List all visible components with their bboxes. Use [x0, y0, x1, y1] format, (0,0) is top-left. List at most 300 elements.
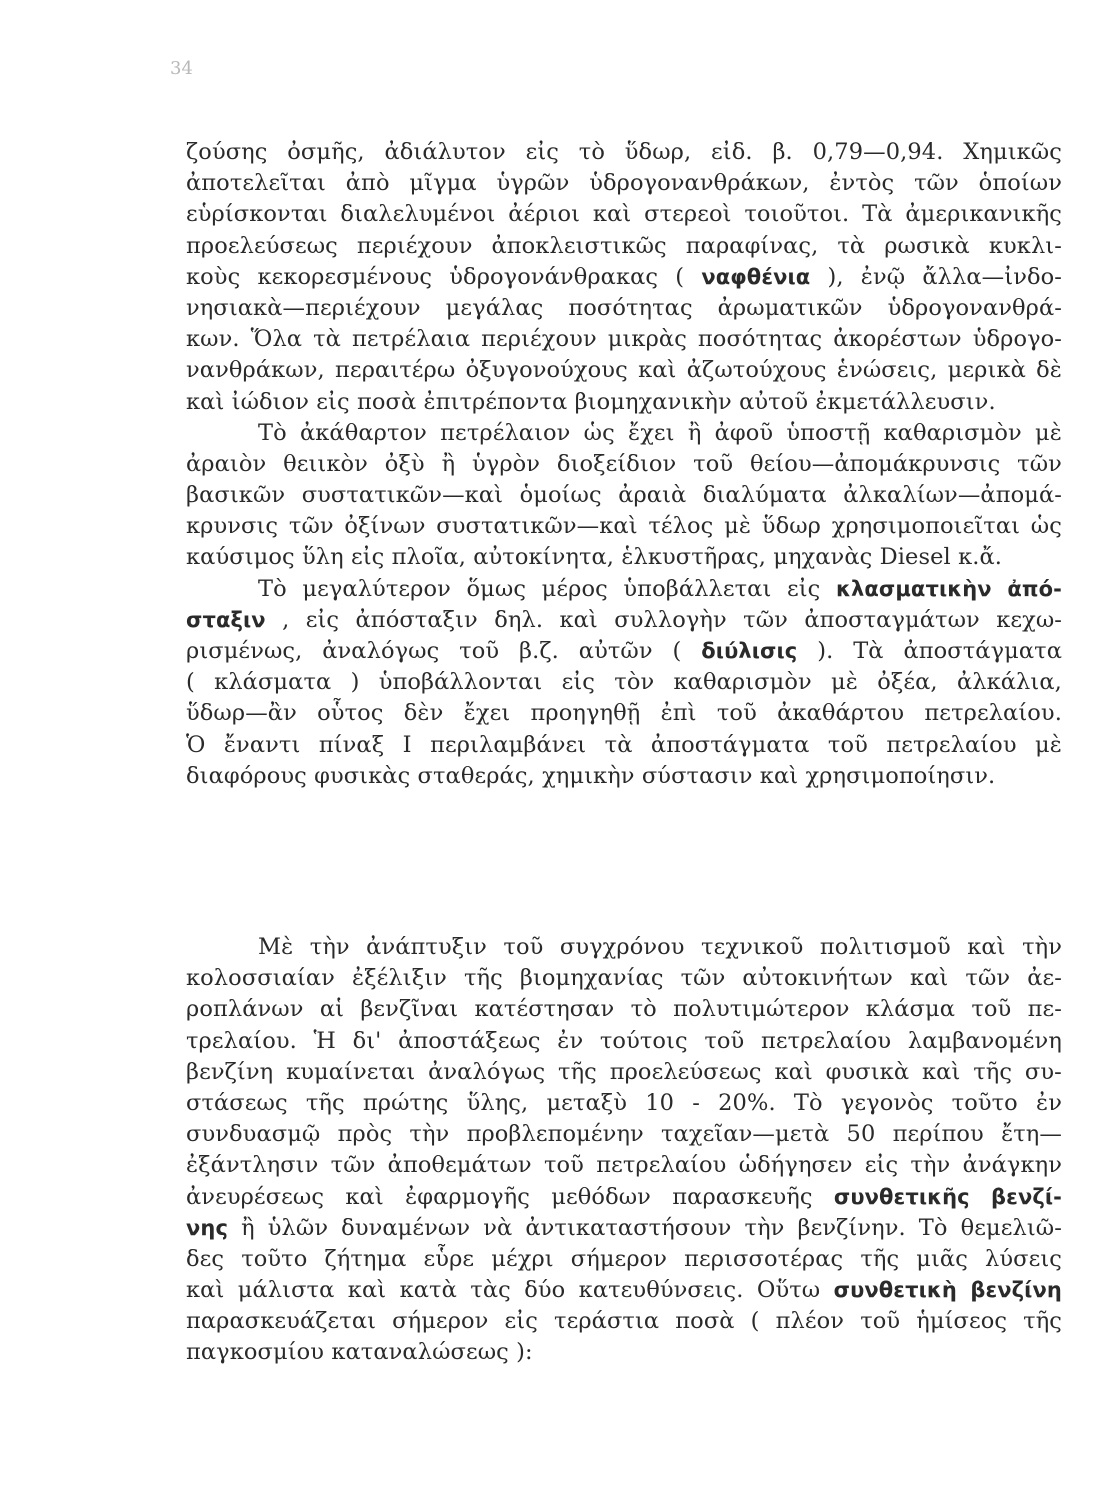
word: συνδυασμῷ [186, 1121, 321, 1148]
word: τοῦτο [241, 1245, 308, 1272]
word: εὗρε [423, 1245, 475, 1272]
word: χρησιμοποιεῖται [831, 513, 1021, 540]
word: Τὸ [258, 575, 287, 602]
word: προελεύσεως [609, 1058, 762, 1085]
word: εἰς [864, 1152, 899, 1179]
word: τέλος [648, 513, 714, 540]
word: πλέον [775, 1308, 845, 1335]
word: ταχεῖαν—μετὰ [661, 1121, 830, 1148]
word: διαφόρους [186, 762, 307, 789]
word: ἀποστάξεως [398, 1027, 541, 1054]
text-line [186, 636, 1062, 667]
word: ὑποβάλλεται [623, 575, 772, 602]
word: πετρέλαιον [440, 419, 571, 446]
word: ὑδρογο- [972, 326, 1062, 353]
word: ὑλῶν [267, 1214, 329, 1241]
bold-term: νης [186, 1215, 229, 1240]
word: Τὸ [793, 1089, 823, 1116]
text-line [186, 262, 1062, 293]
word: προηγηθῇ [530, 700, 641, 727]
word: στερεοὶ [644, 201, 732, 228]
word: αὐτοκινήτων [742, 965, 893, 992]
word: ὑγρῶν [496, 170, 570, 197]
word: ἑλκυστῆρας, [621, 544, 766, 571]
word: παρασκευῆς [672, 1183, 813, 1210]
word: τοῦ [716, 700, 757, 727]
word: κεκορεσμένους [257, 263, 433, 290]
text-line [186, 1150, 1062, 1181]
word: μερικὰ [947, 357, 1026, 384]
bold-term: βενζί- [991, 1184, 1062, 1209]
word: αὐτῶν [578, 638, 653, 664]
text-line [186, 932, 1062, 963]
text-line [186, 667, 1062, 698]
text-line [186, 605, 1062, 636]
word: καὶ [759, 762, 799, 789]
word: Ὁ [186, 731, 206, 758]
text-line [186, 511, 1062, 542]
word: ἀραιὸν [186, 450, 267, 477]
word: τὴν [1022, 934, 1062, 960]
word: πρώτης [362, 1089, 449, 1116]
word: 50 [846, 1121, 876, 1148]
word: ἀπόσταξιν [355, 606, 478, 633]
word: ἢ [687, 419, 702, 446]
word: τῶν [288, 513, 334, 540]
word: β.ζ. [519, 638, 559, 664]
word: ἔναντι [223, 731, 301, 758]
word: ποσὰ [675, 1308, 735, 1335]
text-line [186, 698, 1062, 729]
word: συγχρόνου [559, 934, 685, 960]
word: κων. [186, 326, 240, 353]
text-line [186, 231, 1062, 262]
word: τεράστια [554, 1308, 660, 1335]
bold-term: σταξιν [186, 607, 266, 632]
word: εἰς [350, 544, 385, 571]
word: νησιακὰ—περιέχουν [186, 294, 421, 321]
word: τῶν [965, 965, 1011, 992]
word: δηλ. [494, 606, 544, 633]
word: καὶ [345, 1183, 384, 1210]
word: ἐκμετάλλευσιν. [815, 388, 996, 415]
text-line [186, 480, 1062, 511]
word: - [692, 1089, 700, 1116]
word: ἐφαρμογῆς [405, 1183, 530, 1210]
word: ἀρωματικῶν [717, 294, 863, 321]
word: Οὕτω [756, 1277, 821, 1304]
word: σταθεράς, [417, 762, 535, 789]
text-line [186, 1182, 1062, 1213]
word: μεταξὺ [546, 1089, 628, 1116]
word: καὶ [186, 1277, 225, 1304]
word: τῆς [973, 1058, 1013, 1085]
word: ἀποκλειστικῶς [491, 232, 667, 259]
word: χημικὴν [542, 762, 635, 789]
word: περισσοτέρας [684, 1245, 844, 1272]
text-line [186, 542, 1062, 573]
text-line [186, 1057, 1062, 1088]
word: εἰς [525, 139, 559, 165]
word: ὀξὺ [384, 450, 425, 477]
word: θείου—ἀπομάκρυνσις [749, 450, 1001, 477]
word: εἰς [316, 388, 350, 415]
word: Ι [402, 731, 412, 758]
word: ἄλλα—ἰνδο- [922, 263, 1062, 290]
word: εἰς [504, 1308, 538, 1335]
word: κλάσμα [865, 996, 956, 1023]
word: μῖγμα [409, 170, 477, 197]
word: καὶ [774, 1058, 813, 1085]
word: δες [186, 1245, 225, 1272]
word: τῶν [330, 1152, 376, 1179]
word: καὶ [186, 388, 225, 415]
word: κατέστησαν [474, 996, 615, 1023]
word: ἢ [441, 450, 456, 477]
bold-term: ἀπό- [1007, 576, 1062, 601]
word: κλάσματα [214, 669, 332, 696]
word: ὀξίνων [344, 513, 426, 540]
word: ἀποθεμάτων [387, 1152, 532, 1179]
word: πίναξ [318, 731, 385, 758]
word: ἀνάπτυξιν [366, 934, 487, 960]
word: ὑδρογονάνθρακας [449, 263, 659, 290]
text-line [186, 449, 1062, 480]
word: ἀνευρέσεως [186, 1183, 325, 1210]
word: πε- [1027, 996, 1062, 1023]
word: τὰς [470, 1277, 511, 1304]
word: ροπλάνων [186, 996, 304, 1023]
word: βασικῶν [186, 482, 286, 509]
word: τοῦ [704, 1027, 745, 1054]
word: μικρὰς [607, 326, 687, 353]
word: καὶ [559, 606, 598, 633]
page-number: 34 [170, 58, 193, 79]
word: βενζίνην. [797, 1214, 906, 1241]
word: καταναλώσεως [331, 1339, 509, 1366]
word: ἀμερικανικῆς [905, 201, 1062, 228]
word: ἀποστάγματα [903, 638, 1062, 664]
word: διαλύματα [702, 482, 827, 509]
word: ) [350, 669, 360, 696]
word: ἀε- [1027, 965, 1062, 992]
word: μεγαλύτερον [302, 575, 451, 602]
word: τῶν [914, 170, 959, 197]
word: τοιοῦτοι. [744, 201, 850, 228]
word: ρωσικὰ [884, 232, 970, 259]
word: μιᾶς [916, 1245, 968, 1272]
word: διαλελυμένοι [340, 201, 496, 228]
word: βιομηχανίας [519, 965, 664, 992]
word: ρισμένως, [186, 638, 303, 664]
word: ἢ [241, 1214, 255, 1241]
text-line [186, 1088, 1062, 1119]
word: εἰς [561, 669, 595, 696]
bold-term: βενζίνη [970, 1278, 1062, 1303]
word: ἔτη— [1001, 1121, 1062, 1148]
word: συστατικῶν—καὶ [301, 482, 504, 509]
word: ὕλη [301, 544, 344, 571]
word: πρὸς [337, 1121, 393, 1148]
word: παρασκευάζεται [186, 1308, 377, 1335]
word: πετρελαίου [760, 1027, 892, 1054]
word: κατευθύνσεις. [578, 1277, 744, 1304]
word: εἰς [305, 606, 340, 633]
word: τὸ [630, 996, 657, 1023]
text-line [186, 199, 1062, 230]
word: κρυνσις [186, 513, 279, 540]
word: τοῦ [543, 1152, 584, 1179]
word: ζήτημα [324, 1245, 407, 1272]
word: καὶ [909, 965, 949, 992]
word: ὡς [583, 419, 615, 446]
word: σήμερον [392, 1308, 489, 1335]
bold-term: συνθετικῆς [833, 1184, 970, 1209]
word: καὶ [638, 357, 677, 384]
word: μέρος [541, 575, 608, 602]
word: συλλογὴν [614, 606, 727, 633]
word: ὀσμῆς, [287, 139, 365, 165]
word: τῶν [1017, 450, 1062, 477]
word: τοῦ [459, 638, 500, 664]
word: ): [516, 1339, 533, 1366]
word: μὲ [724, 513, 752, 540]
word: ἀφοῦ [714, 419, 774, 446]
bold-term: ναφθένια [701, 264, 811, 289]
word: ὅμως [466, 575, 527, 602]
word: σύστασιν [641, 762, 753, 789]
word: δύο [524, 1277, 566, 1304]
word: παραφίνας, [685, 232, 819, 259]
word: 20%. [718, 1089, 776, 1116]
word: ὕδωρ, [624, 139, 692, 165]
word: ἀπὸ [345, 170, 390, 197]
word: συ- [1024, 1058, 1062, 1085]
word: προελεύσεως [186, 232, 338, 259]
word: ὡδήγησεν [738, 1152, 853, 1179]
word: ἐξάντλησιν [186, 1152, 319, 1179]
word: νὰ [483, 1214, 513, 1241]
word: τοῦ [860, 1308, 901, 1335]
word: περιλαμβάνει [430, 731, 587, 758]
text-line [186, 387, 1062, 418]
word: νανθράκων, [186, 357, 325, 384]
word: τούτοις [599, 1027, 688, 1054]
word: ( [750, 1308, 760, 1335]
word: τῆς [305, 1089, 345, 1116]
word: σήμερον [570, 1245, 668, 1272]
text-line [186, 355, 1062, 386]
word: παγκοσμίου [186, 1339, 325, 1366]
text-line [186, 1213, 1062, 1244]
word: ὑδρογονανθρά- [887, 294, 1062, 321]
word: ὑγρὸν [472, 450, 541, 477]
word: γεγονὸς [840, 1089, 934, 1116]
text-line [186, 730, 1062, 761]
word: καύσιμος [186, 544, 295, 571]
word: τὴν [309, 934, 350, 960]
word: ἀνάγκην [962, 1152, 1062, 1179]
word: ( [672, 638, 682, 664]
word: αὐτοκίνητα, [473, 544, 615, 571]
word: τὸν [614, 669, 655, 696]
word: κυκλι- [988, 232, 1062, 259]
word: ἔχει [628, 419, 675, 446]
word: τὰ [604, 731, 633, 758]
word: Ἡ [313, 1027, 336, 1054]
word: καὶ [347, 1277, 387, 1304]
word: ἀλκάλια, [956, 669, 1062, 696]
text-line [186, 168, 1062, 199]
word: Τὰ [862, 201, 893, 228]
word: ἀκαθάρτου [777, 700, 905, 727]
word: λαμβανομένη [907, 1027, 1062, 1054]
word: τῶν [743, 606, 788, 633]
word: ἐπιτρέποντα [423, 388, 568, 415]
word: ἐξέλιξιν [352, 965, 447, 992]
word: Τὰ [853, 638, 884, 664]
word: τὴν [409, 1121, 450, 1148]
text-line [186, 418, 1062, 449]
word: ( [675, 263, 685, 290]
word: εὑρίσκονται [186, 201, 328, 228]
word: ἀκάθαρτον [299, 419, 427, 446]
word: χρησιμοποίησιν. [805, 762, 996, 789]
word: κατὰ [399, 1277, 457, 1304]
word: κεχω- [996, 606, 1062, 633]
word: ἀζωτούχους [686, 357, 827, 384]
word: περιέχουν [356, 232, 473, 259]
word: ὀξυγονούχους [465, 357, 628, 384]
word: κοὺς [186, 263, 241, 290]
word: περαιτέρω [335, 357, 456, 384]
text-line [186, 324, 1062, 355]
word: δὲ [1036, 357, 1062, 384]
word: μάλιστα [237, 1277, 335, 1304]
word: 0,79—0,94. [812, 139, 944, 165]
word: πετρέλαια [351, 326, 471, 353]
text-line [186, 1244, 1062, 1275]
word: , [282, 606, 290, 633]
word: ἐν [1036, 1089, 1062, 1116]
word: τοῦτο [951, 1089, 1018, 1116]
text-line [186, 574, 1062, 605]
word: τῆς [463, 965, 503, 992]
word: φυσικὰς [314, 762, 411, 789]
word: πετρελαίου. [924, 700, 1062, 727]
word: ἐντὸς [829, 170, 895, 197]
word: τῆς [1023, 1308, 1062, 1335]
word: ). [817, 638, 834, 664]
text-line [186, 1306, 1062, 1337]
word: μέχρι [491, 1245, 554, 1272]
word: ποσότητας [697, 326, 823, 353]
word: τοῦ [971, 996, 1012, 1023]
word: αἱ [319, 996, 345, 1023]
word: τὰ [837, 232, 866, 259]
word: τῶν [680, 965, 726, 992]
word: τοῦ [827, 731, 868, 758]
word: θειικὸν [283, 450, 368, 477]
word: ποσότητας [568, 294, 693, 321]
word: μὲ [1035, 731, 1062, 758]
word: ὁμοίως [519, 482, 602, 509]
word: ἐπὶ [660, 700, 697, 727]
word: ὀξέα, [877, 669, 938, 696]
word: δυναμένων [341, 1214, 471, 1241]
word: τὸ [578, 139, 605, 165]
word: εἰδ. [711, 139, 753, 165]
word: μεθόδων [551, 1183, 651, 1210]
word: Τὸ [258, 419, 287, 446]
word: τὴν [910, 1152, 951, 1179]
bold-term: συνθετικὴ [833, 1278, 957, 1303]
word: ἀραιὰ [618, 482, 687, 509]
word: μὲ [831, 669, 858, 696]
text-line [186, 1337, 1062, 1368]
word: μὲ [1034, 419, 1062, 446]
word: ( [186, 669, 195, 696]
word: ὑποβάλλονται [378, 669, 543, 696]
word: εἰς [786, 575, 821, 602]
word: ἡμίσεος [916, 1308, 1008, 1335]
word: τεχνικοῦ [701, 934, 804, 960]
word: πετρελαίου [596, 1152, 727, 1179]
word: δὲν [403, 700, 444, 727]
word: ἐνῷ [860, 263, 906, 290]
word: ἀποτελεῖται [186, 170, 326, 197]
text-line [186, 761, 1062, 792]
word: περίπου [892, 1121, 984, 1148]
word: ἐν [557, 1027, 584, 1054]
word: ὕλης, [466, 1089, 529, 1116]
text-line [186, 963, 1062, 994]
word: τῆς [558, 1058, 597, 1085]
word: ὑποστῇ [786, 419, 871, 446]
word: κυμαίνεται [286, 1058, 416, 1085]
word: Μὲ [258, 934, 294, 960]
word: τῆς [860, 1245, 900, 1272]
word: τὴν [744, 1214, 785, 1241]
word: ἀντικαταστήσουν [525, 1214, 732, 1241]
word: β. [772, 139, 793, 165]
word: βενζῖναι [360, 996, 459, 1023]
paragraph-1 [186, 137, 1062, 792]
word: Ὅλα [250, 326, 303, 353]
word: ὕδωρ [761, 513, 821, 540]
word: θεμελιῶ- [960, 1214, 1062, 1241]
word: φυσικὰ [825, 1058, 910, 1085]
text-line [186, 137, 1062, 168]
bold-term: κλασματικὴν [835, 576, 992, 601]
word: ὑδρογονανθράκων, [589, 170, 810, 197]
word: τοῦ [503, 934, 544, 960]
word: βιομηχανικὴν [574, 388, 732, 415]
text-line [186, 1275, 1062, 1306]
word: ἀποσταγμάτων [804, 606, 980, 633]
word: ἀναλόγως [428, 1058, 546, 1085]
word: πετρελαίου [886, 731, 1017, 758]
word: ἑνώσεις, [836, 357, 938, 384]
word: ὡς [1030, 513, 1062, 540]
word: ἔχει [463, 700, 511, 727]
word: ἀναλόγως [322, 638, 440, 664]
text-line [186, 293, 1062, 324]
word: δι' [352, 1027, 382, 1054]
word: ὕδωρ—ἂν [186, 700, 297, 727]
word: Τὸ [918, 1214, 948, 1241]
word: λύσεις [984, 1245, 1062, 1272]
